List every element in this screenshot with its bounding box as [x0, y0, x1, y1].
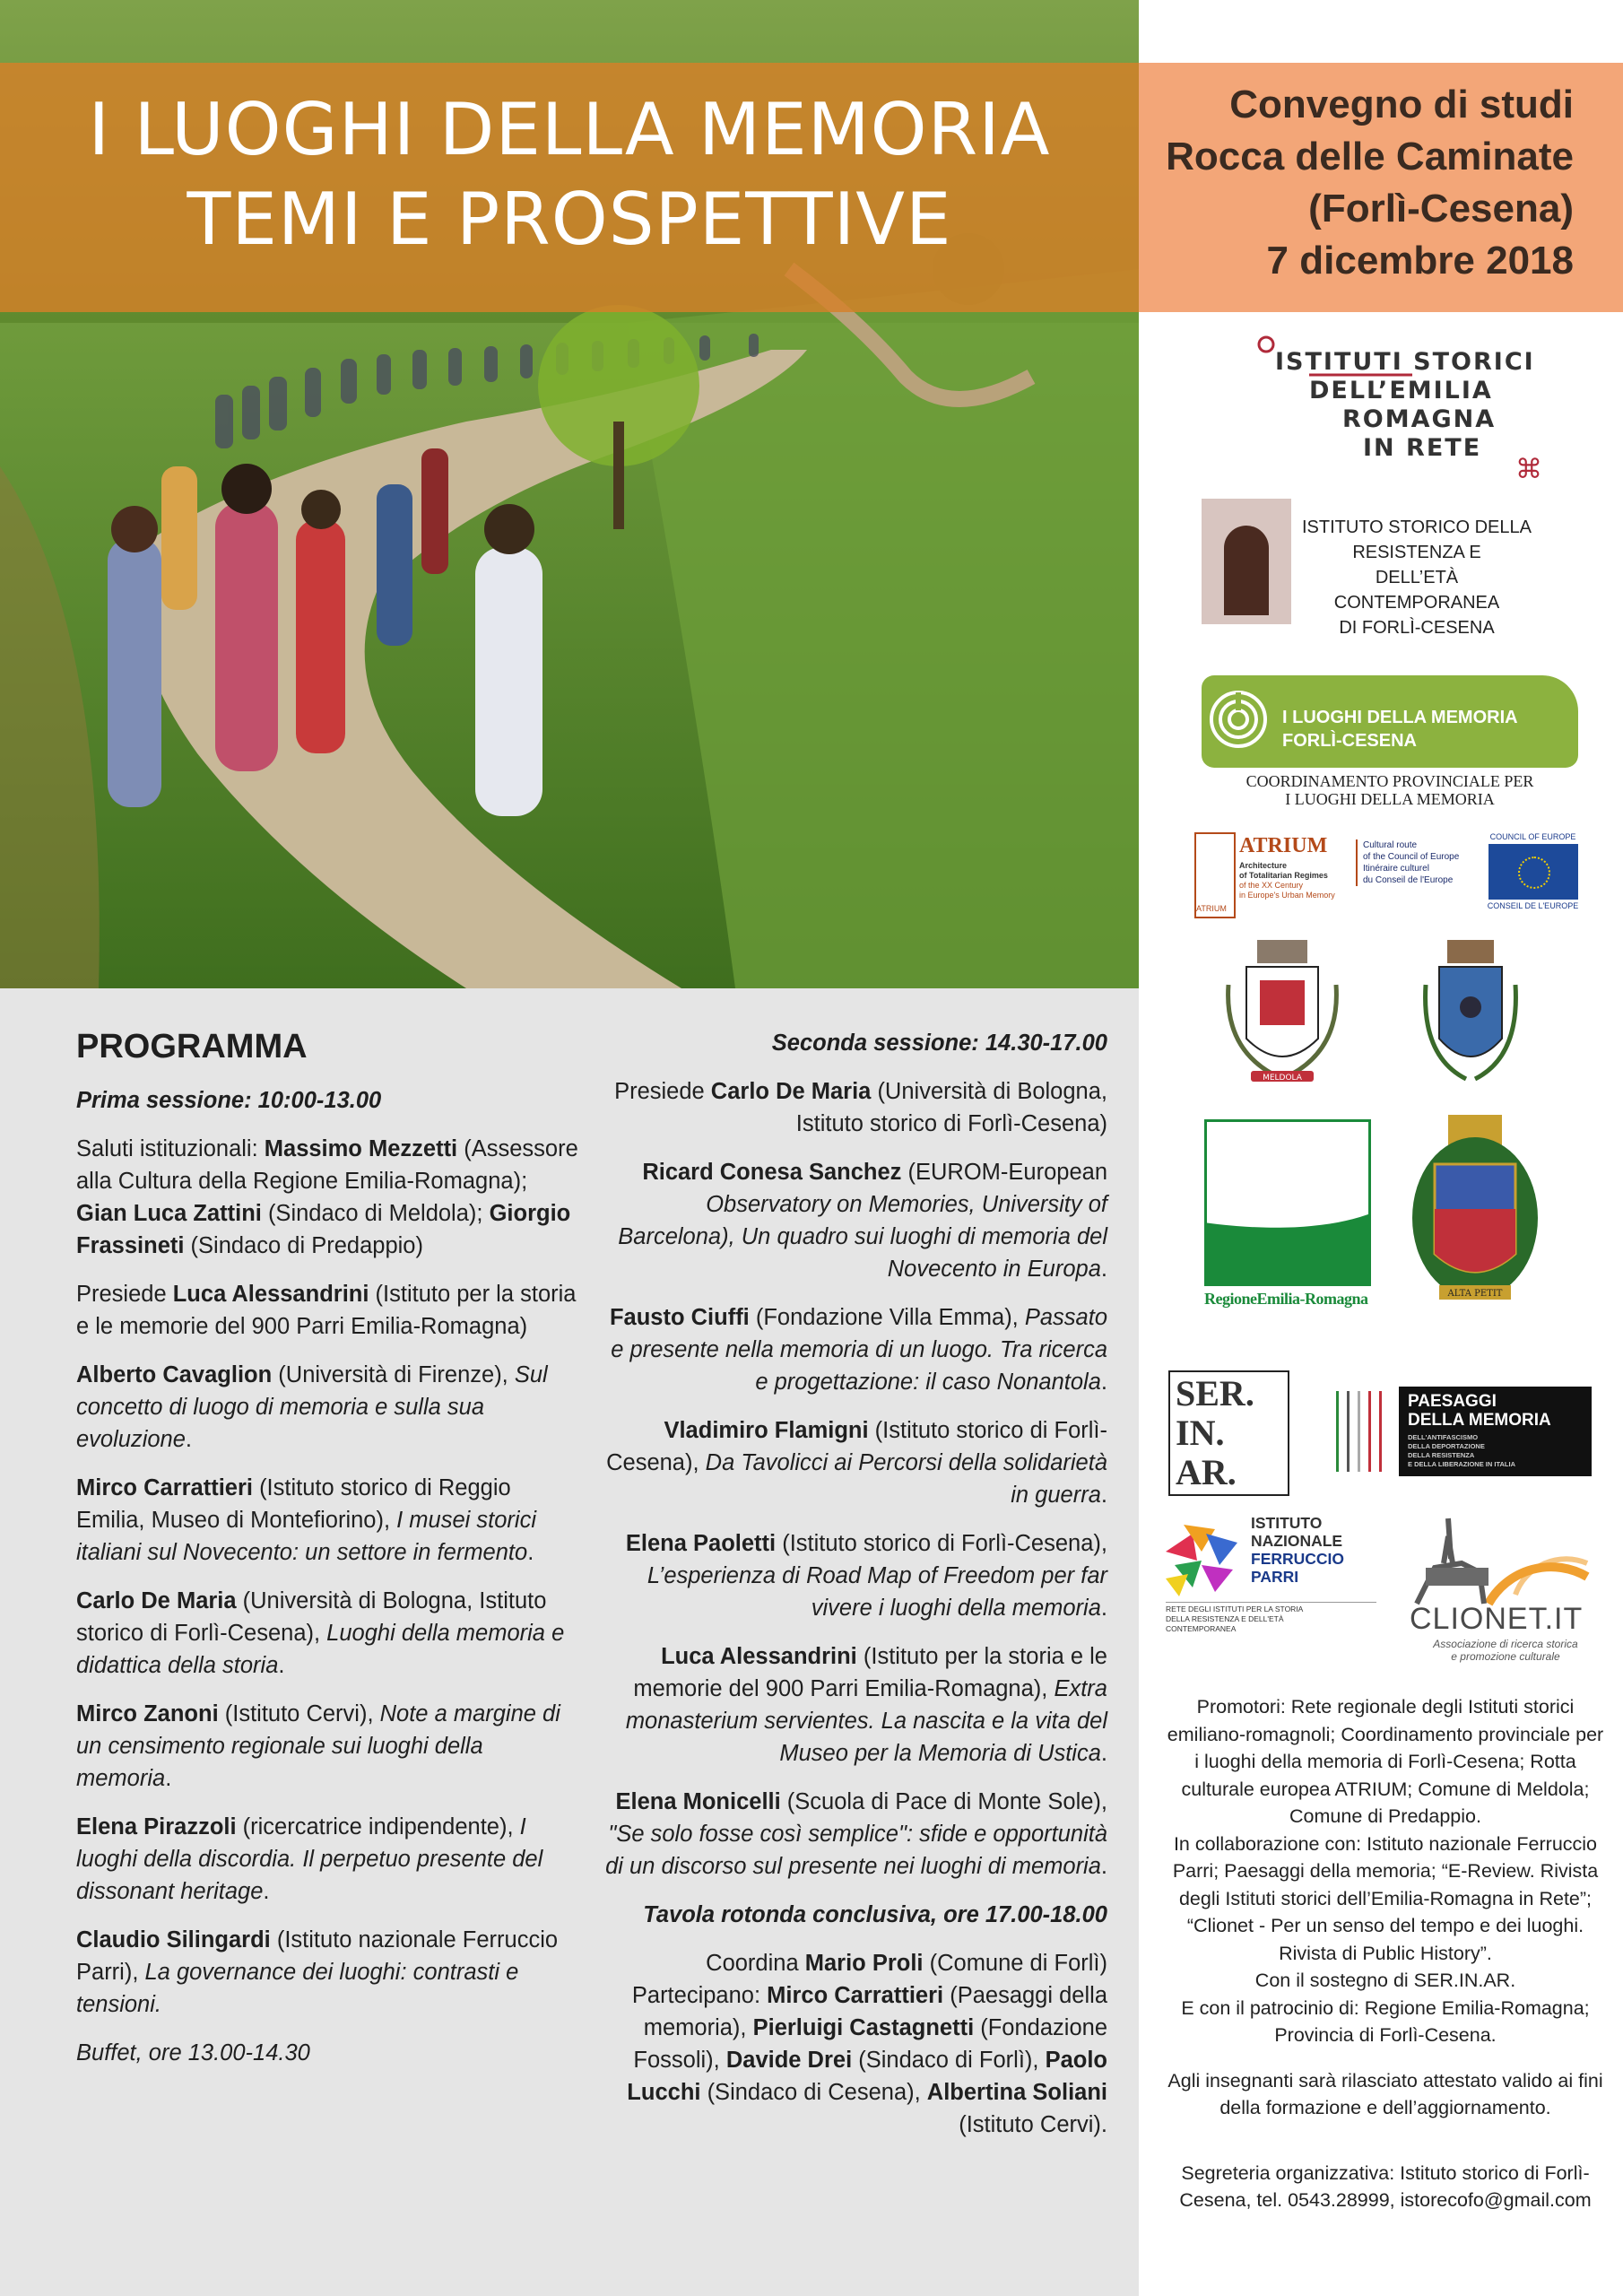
- paesaggi-line-2: DELLA MEMORIA: [1408, 1411, 1551, 1430]
- round-table-heading: Tavola rotonda conclusiva, ore 17.00-18.00: [643, 1902, 1107, 1927]
- logo-serinar: [1168, 1370, 1294, 1500]
- credits: [1166, 1693, 1605, 2232]
- program-item: Mirco Zanoni (Istituto Cervi), Note a margine di un censimento regionale sui luoghi della memoria.: [76, 1701, 560, 1791]
- program-item: Ricard Conesa Sanchez (EUROM-European Observatory on Memories, University of Barcelona), Un quadro sui luoghi di memoria del Novecento in Europa.: [618, 1160, 1107, 1282]
- credits-sostegno: Con il sostegno di SER.IN.AR.: [1254, 1970, 1516, 1991]
- atrium-desc-3: of the XX Century: [1239, 881, 1304, 890]
- labyrinth-icon: [1207, 688, 1270, 751]
- program-item: Claudio Silingardi (Istituto nazionale Ferruccio Parri), La governance dei luoghi: contrasti e tensioni.: [76, 1927, 559, 2017]
- credits-collaborazione: In collaborazione con: Istituto nazionale Ferruccio Parri; Paesaggi della memoria; “E-Review. Rivista degli Istituti storici dell’Emilia-Romagna in Rete”; “Clionet - Per un senso del tempo e dei luoghi. Rivista di Public History”.: [1172, 1832, 1599, 1964]
- istituto-line-4: DI FORLÌ-CESENA: [1339, 618, 1495, 638]
- atrium-desc-2: of Totalitarian Regimes: [1239, 871, 1328, 880]
- credits-patrocinio: E con il patrocinio di: Regione Emilia-Romagna; Provincia di Forlì-Cesena.: [1181, 1996, 1590, 2046]
- title-line-1: I LUOGHI DELLA MEMORIA: [88, 88, 1051, 171]
- doorway-photo: [1202, 499, 1291, 624]
- coordinamento-line-2: I LUOGHI DELLA MEMORIA: [1285, 790, 1495, 808]
- logo-provincia-crest: [1399, 1110, 1551, 1317]
- provincia-motto: ALTA PETIT: [1447, 1289, 1503, 1299]
- coordinamento-line-1: COORDINAMENTO PROVINCIALE PER: [1245, 772, 1534, 790]
- serinar-line-1: SER.: [1176, 1373, 1254, 1413]
- parri-line-3: FERRUCCIO: [1251, 1550, 1345, 1568]
- atrium-small-label: ATRIUM: [1196, 904, 1227, 913]
- program-item: Vladimiro Flamigni (Istituto storico di Forlì-Cesena), Da Tavolicci ai Percorsi della solidarietà in guerra.: [606, 1418, 1107, 1508]
- event-venue: Rocca delle Caminate: [1166, 135, 1574, 178]
- logo-istituto-parri: [1166, 1514, 1390, 1639]
- parri-line-2: NAZIONALE: [1251, 1532, 1343, 1550]
- don-quixote-icon: [1399, 1514, 1596, 1613]
- istituti-line-3: ROMAGNA: [1342, 405, 1497, 433]
- istituti-line-4: IN RETE: [1363, 434, 1482, 462]
- atrium-route-3: Itinéraire culturel: [1363, 864, 1429, 874]
- serinar-line-3: AR.: [1176, 1452, 1237, 1492]
- program-item: Presiede Carlo De Maria (Università di Bologna, Istituto storico di Forlì-Cesena): [614, 1079, 1107, 1136]
- paesaggi-line-4: DELLA DEPORTAZIONE: [1408, 1442, 1485, 1450]
- regione-label: RegioneEmilia-Romagna: [1204, 1290, 1368, 1308]
- logo-regione-emilia-romagna: [1204, 1119, 1375, 1317]
- atrium-desc-4: in Europe's Urban Memory: [1239, 891, 1335, 900]
- paesaggi-line-1: PAESAGGI: [1408, 1392, 1497, 1411]
- credits-promotori: Promotori: Rete regionale degli Istituti storici emiliano-romagnoli; Coordinamento provinciale per i luoghi della memoria di Forlì-Cesena; Rotta culturale europea ATRIUM; Comune di Meldola; Comune di Predappio.: [1167, 1696, 1604, 1827]
- logo-meldola-crest: [1219, 940, 1345, 1092]
- program-item: Mirco Carrattieri (Istituto storico di Reggio Emilia, Museo di Montefiorino), I musei storici italiani sul Novecento: un settore in fermento.: [76, 1475, 537, 1565]
- tricolore-lines-icon: [1327, 1387, 1399, 1476]
- program-item: Elena Paoletti (Istituto storico di Forlì-Cesena), L’esperienza di Road Map of Freedom per far vivere i luoghi della memoria.: [625, 1531, 1107, 1621]
- event-place: (Forlì-Cesena): [1308, 187, 1574, 230]
- atrium-route-1: Cultural route: [1363, 840, 1418, 850]
- istituto-line-3: DELL’ETÀ CONTEMPORANEA: [1333, 568, 1500, 613]
- regione-flag-icon: [1204, 1119, 1371, 1286]
- program-column-1: [76, 1027, 583, 2085]
- buffet-note: Buffet, ore 13.00-14.30: [76, 2040, 310, 2066]
- istituti-line-1: ISTITUTI STORICI: [1275, 348, 1535, 376]
- paesaggi-line-6: E DELLA LIBERAZIONE IN ITALIA: [1408, 1460, 1515, 1468]
- logo-luoghi-memoria: [1202, 675, 1578, 819]
- coe-bottom-label: CONSEIL DE L'EUROPE: [1487, 901, 1579, 910]
- logo-clionet: [1399, 1514, 1596, 1666]
- parri-mosaic-icon: [1166, 1525, 1246, 1596]
- credits-insegnanti: Agli insegnanti sarà rilasciato attestato valido ai fini della formazione e dell’aggiornamento.: [1167, 2069, 1603, 2118]
- title-line-2: TEMI E PROSPETTIVE: [187, 178, 952, 261]
- logo-council-of-europe: [1481, 832, 1584, 910]
- atrium-desc-1: Architecture: [1239, 861, 1288, 870]
- session-1-heading: Prima sessione: 10:00-13.00: [76, 1088, 382, 1113]
- program-column-2: [601, 1027, 1107, 2157]
- serinar-line-2: IN.: [1176, 1413, 1225, 1453]
- program-item: Saluti istituzionali: Massimo Mezzetti (Assessore alla Cultura della Regione Emilia-Romagna); Gian Luca Zattini (Sindaco di Meldola); Giorgio Frassineti (Sindaco di Predappio): [76, 1136, 578, 1258]
- istituti-line-2: DELL’EMILIA: [1309, 377, 1493, 404]
- logo-istituto-storico-forli: [1202, 499, 1614, 638]
- paesaggi-line-5: DELLA RESISTENZA: [1408, 1451, 1475, 1459]
- logo-atrium: [1194, 832, 1616, 918]
- coe-top-label: COUNCIL OF EUROPE: [1489, 832, 1576, 841]
- paesaggi-line-3: DELL'ANTIFASCISMO: [1408, 1433, 1479, 1441]
- istituto-line-1: ISTITUTO STORICO DELLA: [1302, 517, 1532, 537]
- parri-sub-2: DELLA RESISTENZA E DELL'ETÀ: [1166, 1614, 1284, 1623]
- program-item: Alberto Cavaglion (Università di Firenze), Sul concetto di luogo di memoria e sulla sua evoluzione.: [76, 1362, 548, 1452]
- program-section: [0, 988, 1139, 2296]
- coe-flag-icon: [1488, 844, 1578, 900]
- clionet-sub-2: e promozione culturale: [1451, 1650, 1560, 1663]
- program-item: Elena Pirazzoli (ricercatrice indipendente), I luoghi della discordia. Il perpetuo presente del dissonant heritage.: [76, 1814, 543, 1904]
- credits-segreteria: Segreteria organizzativa: Istituto storico di Forlì-Cesena, tel. 0543.28999, istorecofo@gmail.com: [1179, 2161, 1592, 2211]
- luoghi-line-2: FORLÌ-CESENA: [1282, 731, 1417, 751]
- parri-line-1: ISTITUTO: [1251, 1514, 1323, 1532]
- event-date: 7 dicembre 2018: [1266, 239, 1574, 283]
- atrium-name: ATRIUM: [1239, 834, 1328, 857]
- parri-sub-1: RETE DEGLI ISTITUTI PER LA STORIA: [1166, 1605, 1304, 1613]
- luoghi-line-1: I LUOGHI DELLA MEMORIA: [1282, 708, 1518, 727]
- logo-istituti-storici-rete: [1255, 330, 1560, 484]
- logo-paesaggi-memoria: [1327, 1387, 1596, 1476]
- program-item: Elena Monicelli (Scuola di Pace di Monte Sole), "Se solo fosse così semplice": sfide e opportunità di un discorso sul presente nei luoghi di memoria.: [605, 1789, 1107, 1879]
- program-item: Fausto Ciuffi (Fondazione Villa Emma), Passato e presente nella memoria di un luogo. Tra ricerca e progettazione: il caso Nonantola.: [609, 1305, 1107, 1395]
- clionet-name: CLIONET.IT: [1410, 1602, 1584, 1636]
- logo-predappio-crest: [1417, 940, 1524, 1092]
- program-item: Presiede Luca Alessandrini (Istituto per la storia e le memorie del 900 Parri Emilia-Romagna): [76, 1282, 577, 1339]
- title-band: [0, 63, 1139, 312]
- istituto-line-2: RESISTENZA E: [1352, 543, 1481, 562]
- atrium-route-2: of the Council of Europe: [1363, 852, 1460, 862]
- program-item: Luca Alessandrini (Istituto per la storia e le memorie del 900 Parri Emilia-Romagna), Extra monasterium servientes. La nascita e la vita del Museo per la Memoria di Ustica.: [625, 1644, 1107, 1766]
- clionet-sub-1: Associazione di ricerca storica: [1433, 1638, 1578, 1650]
- atrium-route-4: du Conseil de l'Europe: [1363, 875, 1454, 885]
- event-type: Convegno di studi: [1229, 83, 1574, 126]
- event-info: [1139, 63, 1623, 312]
- program-item: Carlo De Maria (Università di Bologna, Istituto storico di Forlì-Cesena), Luoghi della memoria e didattica della storia.: [76, 1588, 565, 1678]
- parri-line-4: PARRI: [1251, 1568, 1299, 1586]
- parri-sub-3: CONTEMPORANEA: [1166, 1624, 1237, 1633]
- castle-glyph-icon: ⌘: [1515, 455, 1542, 484]
- session-2-heading: Seconda sessione: 14.30-17.00: [771, 1031, 1107, 1056]
- program-item: Coordina Mario Proli (Comune di Forlì) Partecipano: Mirco Carrattieri (Paesaggi della memoria), Pierluigi Castagnetti (Fondazione Fossoli), Davide Drei (Sindaco di Forlì), Paolo Lucchi (Sindaco di Cesena), Albertina Soliani (Istituto Cervi).: [627, 1951, 1107, 2137]
- program-heading: PROGRAMMA: [76, 1028, 308, 1065]
- meldola-label: MELDOLA: [1263, 1074, 1302, 1083]
